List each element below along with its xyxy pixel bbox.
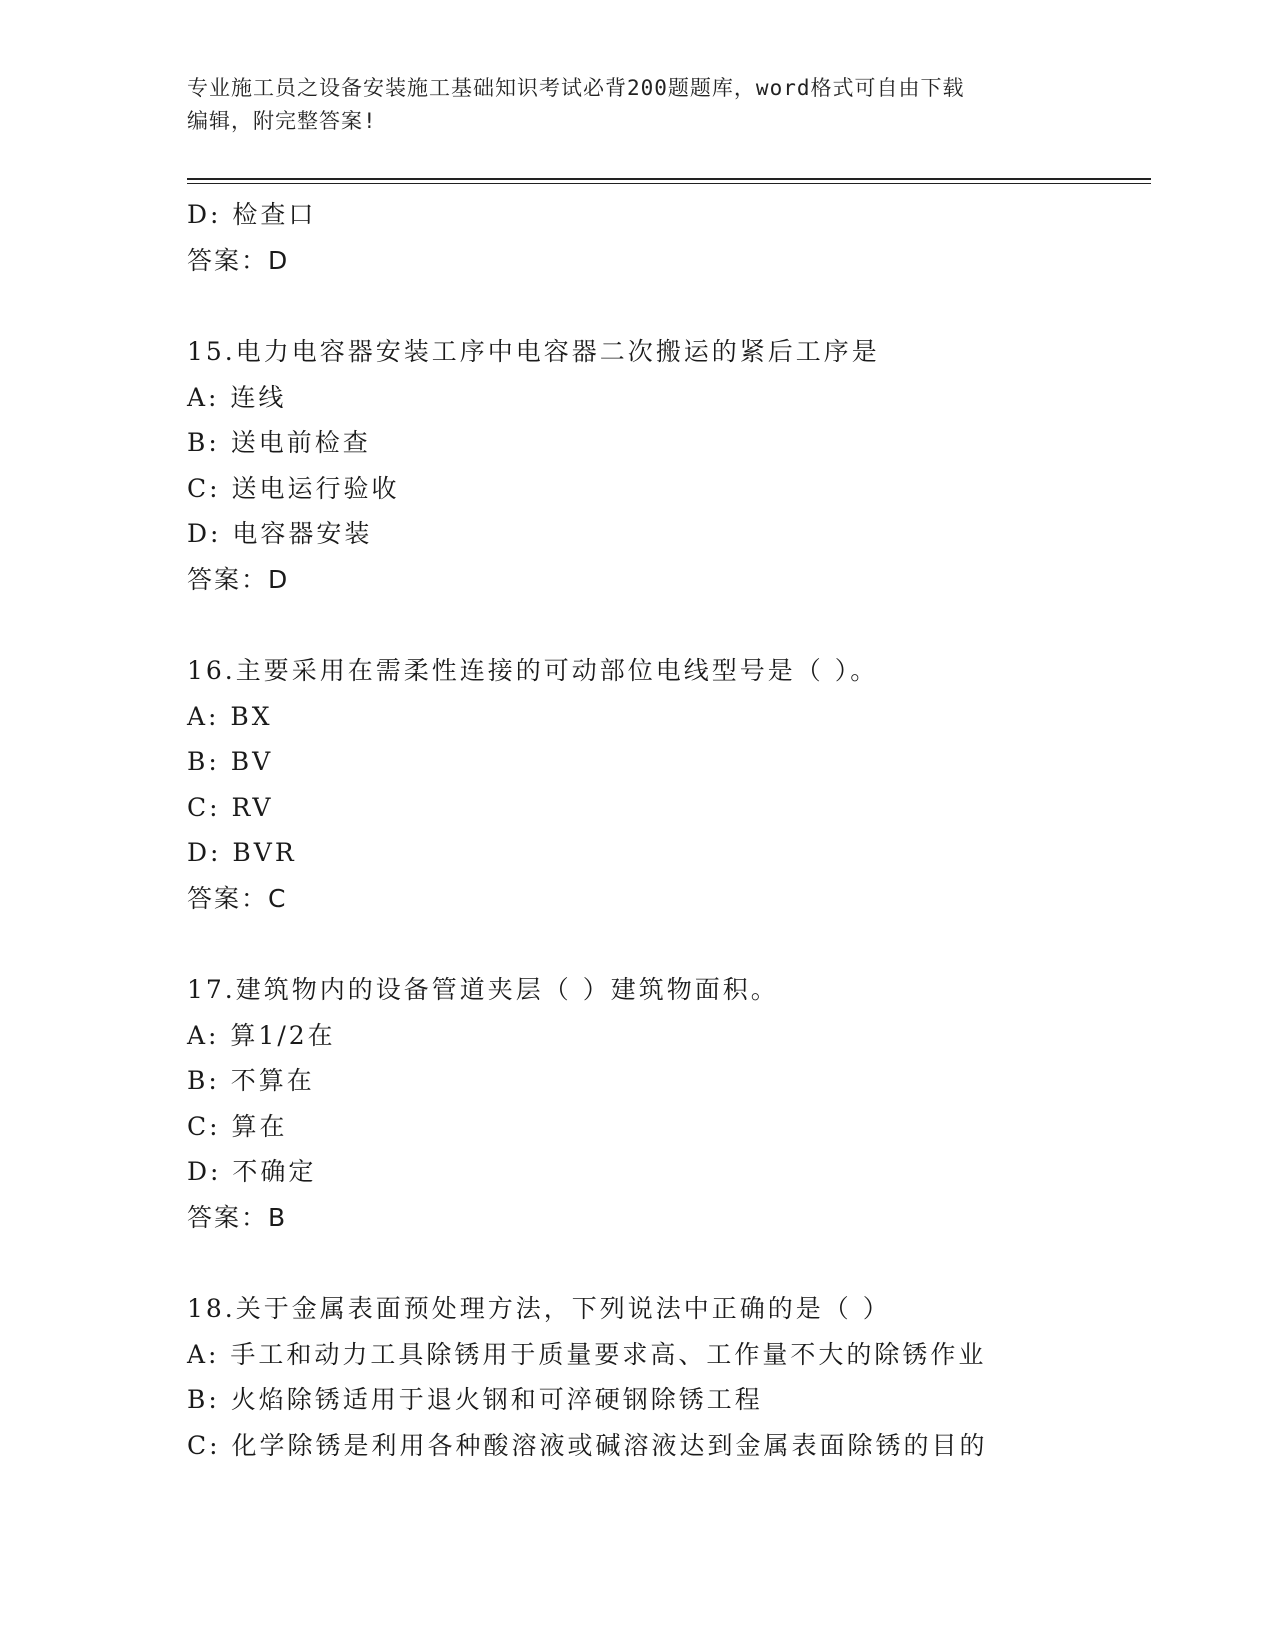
question-block-15 (187, 329, 1151, 602)
answer-line: 答案：D (187, 564, 290, 594)
question-list (187, 192, 1151, 1468)
question-stem: 17.建筑物内的设备管道夹层（ ）建筑物面积。 (187, 975, 779, 1004)
answer-line: 答案：B (187, 1202, 288, 1232)
option-b: B: BV (187, 747, 274, 776)
option-c: C: RV (187, 792, 274, 822)
option-c: C: 算在 (187, 1111, 288, 1141)
question-stem: 18.关于金属表面预处理方法，下列说法中正确的是（ ） (187, 1294, 891, 1323)
question-block-17 (187, 967, 1151, 1240)
option-d: D: 电容器安装 (187, 519, 373, 548)
option-d: D: 检查口 (187, 200, 317, 229)
question-stem: 15.电力电容器安装工序中电容器二次搬运的紧后工序是 (187, 337, 880, 366)
spacer (187, 283, 1151, 329)
option-a: A: 连线 (187, 382, 287, 412)
question-block-18 (187, 1286, 1151, 1468)
option-a: A: 算1/2在 (187, 1020, 336, 1050)
option-b: B: 送电前检查 (187, 428, 371, 457)
question-block-14-tail (187, 192, 1151, 283)
question-stem: 16.主要采用在需柔性连接的可动部位电线型号是（ ）。 (187, 656, 879, 685)
question-block-16 (187, 648, 1151, 921)
answer-line: 答案：C (187, 883, 288, 913)
spacer (187, 921, 1151, 967)
option-b: B: 不算在 (187, 1066, 315, 1095)
option-a: A: 手工和动力工具除锈用于质量要求高、工作量不大的除锈作业 (187, 1339, 987, 1369)
option-c: C: 送电运行验收 (187, 473, 400, 503)
option-a: A: BX (187, 701, 273, 731)
answer-line: 答案：D (187, 245, 290, 275)
document-header (187, 72, 1087, 138)
option-d: D: BVR (187, 838, 297, 867)
option-d: D: 不确定 (187, 1157, 317, 1186)
header-title-line-2: 编辑，附完整答案! (187, 109, 377, 133)
header-divider-thin (187, 183, 1151, 184)
option-c: C: 化学除锈是利用各种酸溶液或碱溶液达到金属表面除锈的目的 (187, 1430, 988, 1460)
header-title-line-1: 专业施工员之设备安装施工基础知识考试必背200题题库，word格式可自由下载 (187, 76, 965, 100)
header-divider-thick (187, 178, 1151, 180)
spacer (187, 602, 1151, 648)
option-b: B: 火焰除锈适用于退火钢和可淬硬钢除锈工程 (187, 1385, 763, 1414)
spacer (187, 1240, 1151, 1286)
